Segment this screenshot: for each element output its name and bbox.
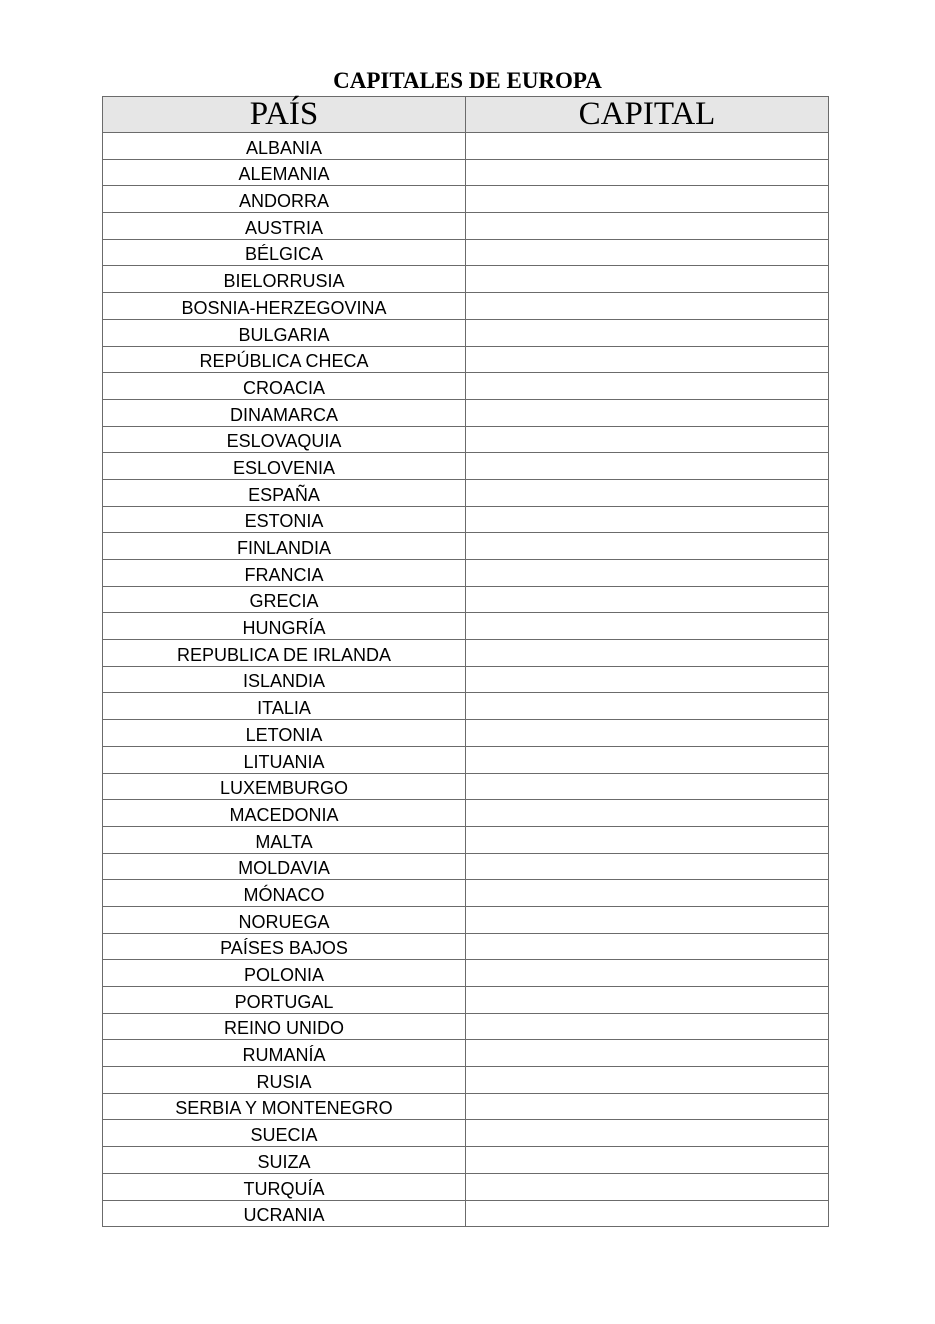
capitals-table — [102, 96, 829, 1227]
country-cell: ESLOVAQUIA — [103, 426, 466, 453]
country-cell: REPUBLICA DE IRLANDA — [103, 640, 466, 667]
capital-cell[interactable] — [466, 1093, 829, 1120]
capital-cell[interactable] — [466, 1067, 829, 1094]
capital-cell[interactable] — [466, 346, 829, 373]
capital-cell[interactable] — [466, 1147, 829, 1174]
country-cell: MALTA — [103, 826, 466, 853]
table-row — [103, 613, 829, 640]
table-header-row — [103, 97, 829, 133]
capital-cell[interactable] — [466, 746, 829, 773]
capital-cell[interactable] — [466, 239, 829, 266]
table-row — [103, 186, 829, 213]
table-row — [103, 1093, 829, 1120]
table-row — [103, 746, 829, 773]
table-row — [103, 1040, 829, 1067]
capital-cell[interactable] — [466, 213, 829, 240]
country-cell: RUSIA — [103, 1067, 466, 1094]
country-cell: REINO UNIDO — [103, 1013, 466, 1040]
capital-cell[interactable] — [466, 826, 829, 853]
page-title: CAPITALES DE EUROPA — [333, 68, 602, 93]
capital-cell[interactable] — [466, 133, 829, 160]
table-row — [103, 293, 829, 320]
country-cell: SUECIA — [103, 1120, 466, 1147]
country-cell: ESLOVENIA — [103, 453, 466, 480]
capital-cell[interactable] — [466, 426, 829, 453]
table-row — [103, 1200, 829, 1227]
country-cell: DINAMARCA — [103, 399, 466, 426]
capital-cell[interactable] — [466, 693, 829, 720]
capital-cell[interactable] — [466, 293, 829, 320]
country-cell: UCRANIA — [103, 1200, 466, 1227]
country-cell: REPÚBLICA CHECA — [103, 346, 466, 373]
table-row — [103, 159, 829, 186]
table-row — [103, 640, 829, 667]
country-cell: AUSTRIA — [103, 213, 466, 240]
country-cell: FRANCIA — [103, 560, 466, 587]
country-cell: ESPAÑA — [103, 479, 466, 506]
table-row — [103, 720, 829, 747]
capital-cell[interactable] — [466, 640, 829, 667]
country-cell: ITALIA — [103, 693, 466, 720]
table-row — [103, 693, 829, 720]
capital-cell[interactable] — [466, 159, 829, 186]
capital-cell[interactable] — [466, 1200, 829, 1227]
capital-cell[interactable] — [466, 800, 829, 827]
capital-cell[interactable] — [466, 960, 829, 987]
capital-cell[interactable] — [466, 586, 829, 613]
table-row — [103, 453, 829, 480]
capital-cell[interactable] — [466, 533, 829, 560]
column-header-capital: CAPITAL — [466, 97, 829, 133]
capital-cell[interactable] — [466, 1120, 829, 1147]
table-row — [103, 826, 829, 853]
country-cell: MOLDAVIA — [103, 853, 466, 880]
table-row — [103, 239, 829, 266]
country-cell: SERBIA Y MONTENEGRO — [103, 1093, 466, 1120]
country-cell: BOSNIA-HERZEGOVINA — [103, 293, 466, 320]
table-row — [103, 586, 829, 613]
table-row — [103, 666, 829, 693]
capital-cell[interactable] — [466, 906, 829, 933]
table-row — [103, 373, 829, 400]
capital-cell[interactable] — [466, 666, 829, 693]
capital-cell[interactable] — [466, 373, 829, 400]
capital-cell[interactable] — [466, 453, 829, 480]
country-cell: LUXEMBURGO — [103, 773, 466, 800]
table-body — [103, 133, 829, 1227]
table-row — [103, 853, 829, 880]
country-cell: RUMANÍA — [103, 1040, 466, 1067]
country-cell: BULGARIA — [103, 319, 466, 346]
table-row — [103, 426, 829, 453]
country-cell: LETONIA — [103, 720, 466, 747]
country-cell: CROACIA — [103, 373, 466, 400]
table-row — [103, 906, 829, 933]
table-row — [103, 399, 829, 426]
table-row — [103, 213, 829, 240]
capital-cell[interactable] — [466, 933, 829, 960]
country-cell: PAÍSES BAJOS — [103, 933, 466, 960]
table-row — [103, 479, 829, 506]
table-row — [103, 1173, 829, 1200]
table-row — [103, 560, 829, 587]
country-cell: NORUEGA — [103, 906, 466, 933]
column-header-country: PAÍS — [103, 97, 466, 133]
capital-cell[interactable] — [466, 773, 829, 800]
table-row — [103, 960, 829, 987]
capital-cell[interactable] — [466, 186, 829, 213]
capital-cell[interactable] — [466, 506, 829, 533]
country-cell: HUNGRÍA — [103, 613, 466, 640]
table-row — [103, 266, 829, 293]
capital-cell[interactable] — [466, 319, 829, 346]
table-row — [103, 800, 829, 827]
table-row — [103, 1147, 829, 1174]
table-row — [103, 1067, 829, 1094]
capital-cell[interactable] — [466, 560, 829, 587]
table-row — [103, 773, 829, 800]
country-cell: LITUANIA — [103, 746, 466, 773]
country-cell: ALEMANIA — [103, 159, 466, 186]
capital-cell[interactable] — [466, 479, 829, 506]
table-row — [103, 933, 829, 960]
table-row — [103, 1120, 829, 1147]
capital-cell[interactable] — [466, 399, 829, 426]
table-row — [103, 880, 829, 907]
capital-cell[interactable] — [466, 1173, 829, 1200]
capital-cell[interactable] — [466, 613, 829, 640]
country-cell: SUIZA — [103, 1147, 466, 1174]
capital-cell[interactable] — [466, 720, 829, 747]
capital-cell[interactable] — [466, 880, 829, 907]
capital-cell[interactable] — [466, 1040, 829, 1067]
table-row — [103, 1013, 829, 1040]
table-row — [103, 346, 829, 373]
country-cell: POLONIA — [103, 960, 466, 987]
table-row — [103, 533, 829, 560]
country-cell: BÉLGICA — [103, 239, 466, 266]
country-cell: MÓNACO — [103, 880, 466, 907]
country-cell: PORTUGAL — [103, 987, 466, 1014]
capital-cell[interactable] — [466, 1013, 829, 1040]
country-cell: ISLANDIA — [103, 666, 466, 693]
table-row — [103, 987, 829, 1014]
country-cell: MACEDONIA — [103, 800, 466, 827]
country-cell: BIELORRUSIA — [103, 266, 466, 293]
country-cell: ANDORRA — [103, 186, 466, 213]
country-cell: TURQUÍA — [103, 1173, 466, 1200]
table-row — [103, 133, 829, 160]
table-row — [103, 319, 829, 346]
capital-cell[interactable] — [466, 987, 829, 1014]
capital-cell[interactable] — [466, 853, 829, 880]
table-row — [103, 506, 829, 533]
country-cell: ESTONIA — [103, 506, 466, 533]
country-cell: GRECIA — [103, 586, 466, 613]
capital-cell[interactable] — [466, 266, 829, 293]
country-cell: ALBANIA — [103, 133, 466, 160]
country-cell: FINLANDIA — [103, 533, 466, 560]
